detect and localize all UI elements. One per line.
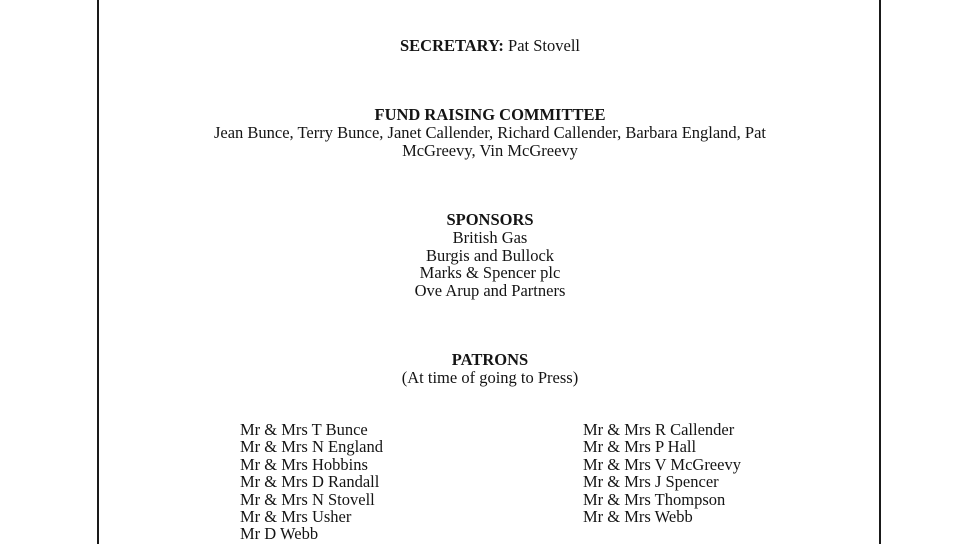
secretary-label: SECRETARY:	[399, 36, 504, 55]
sponsor-item: British Gas	[452, 228, 528, 247]
patron-entry: Mr & Mrs N England	[240, 437, 383, 457]
fund-raising-members-line-2: McGreevy, Vin McGreevy	[402, 140, 578, 160]
patrons-left-column	[240, 421, 383, 543]
patrons-right-column	[583, 421, 741, 525]
patron-entry: Mr & Mrs J Spencer	[583, 472, 719, 492]
secretary-name: Pat Stovell	[508, 36, 581, 55]
patron-entry: Mr D Webb	[240, 524, 319, 544]
patron-entry: Mr & Mrs N Stovell	[240, 489, 375, 509]
patrons-heading: PATRONS	[451, 350, 529, 369]
patron-entry: Mr & Mrs R Callender	[583, 420, 735, 439]
secretary-line	[0, 37, 980, 55]
fund-raising-members	[160, 124, 820, 159]
sponsor-item: Burgis and Bullock	[425, 245, 555, 265]
patron-entry: Mr & Mrs Webb	[583, 507, 693, 527]
patron-entry: Mr & Mrs Thompson	[583, 489, 726, 509]
fund-raising-members-line-1: Jean Bunce, Terry Bunce, Janet Callender, Richard Callender, Barbara England, Pat	[213, 123, 767, 142]
patron-entry: Mr & Mrs D Randall	[240, 472, 380, 492]
sponsor-item: Ove Arup and Partners	[414, 280, 566, 300]
fund-raising-heading: FUND RAISING COMMITTEE	[374, 105, 606, 124]
sponsors-heading: SPONSORS	[446, 210, 534, 229]
patron-entry: Mr & Mrs P Hall	[583, 437, 697, 457]
sponsor-item: Marks & Spencer plc	[419, 263, 561, 282]
patrons-note: (At time of going to Press)	[401, 368, 579, 387]
patron-entry: Mr & Mrs Hobbins	[240, 454, 368, 474]
cut-off-text-left	[190, 0, 194, 8]
patron-entry: Mr & Mrs Usher	[240, 507, 352, 527]
patron-entry: Mr & Mrs T Bunce	[240, 420, 368, 439]
patron-entry: Mr & Mrs V McGreevy	[583, 454, 741, 474]
